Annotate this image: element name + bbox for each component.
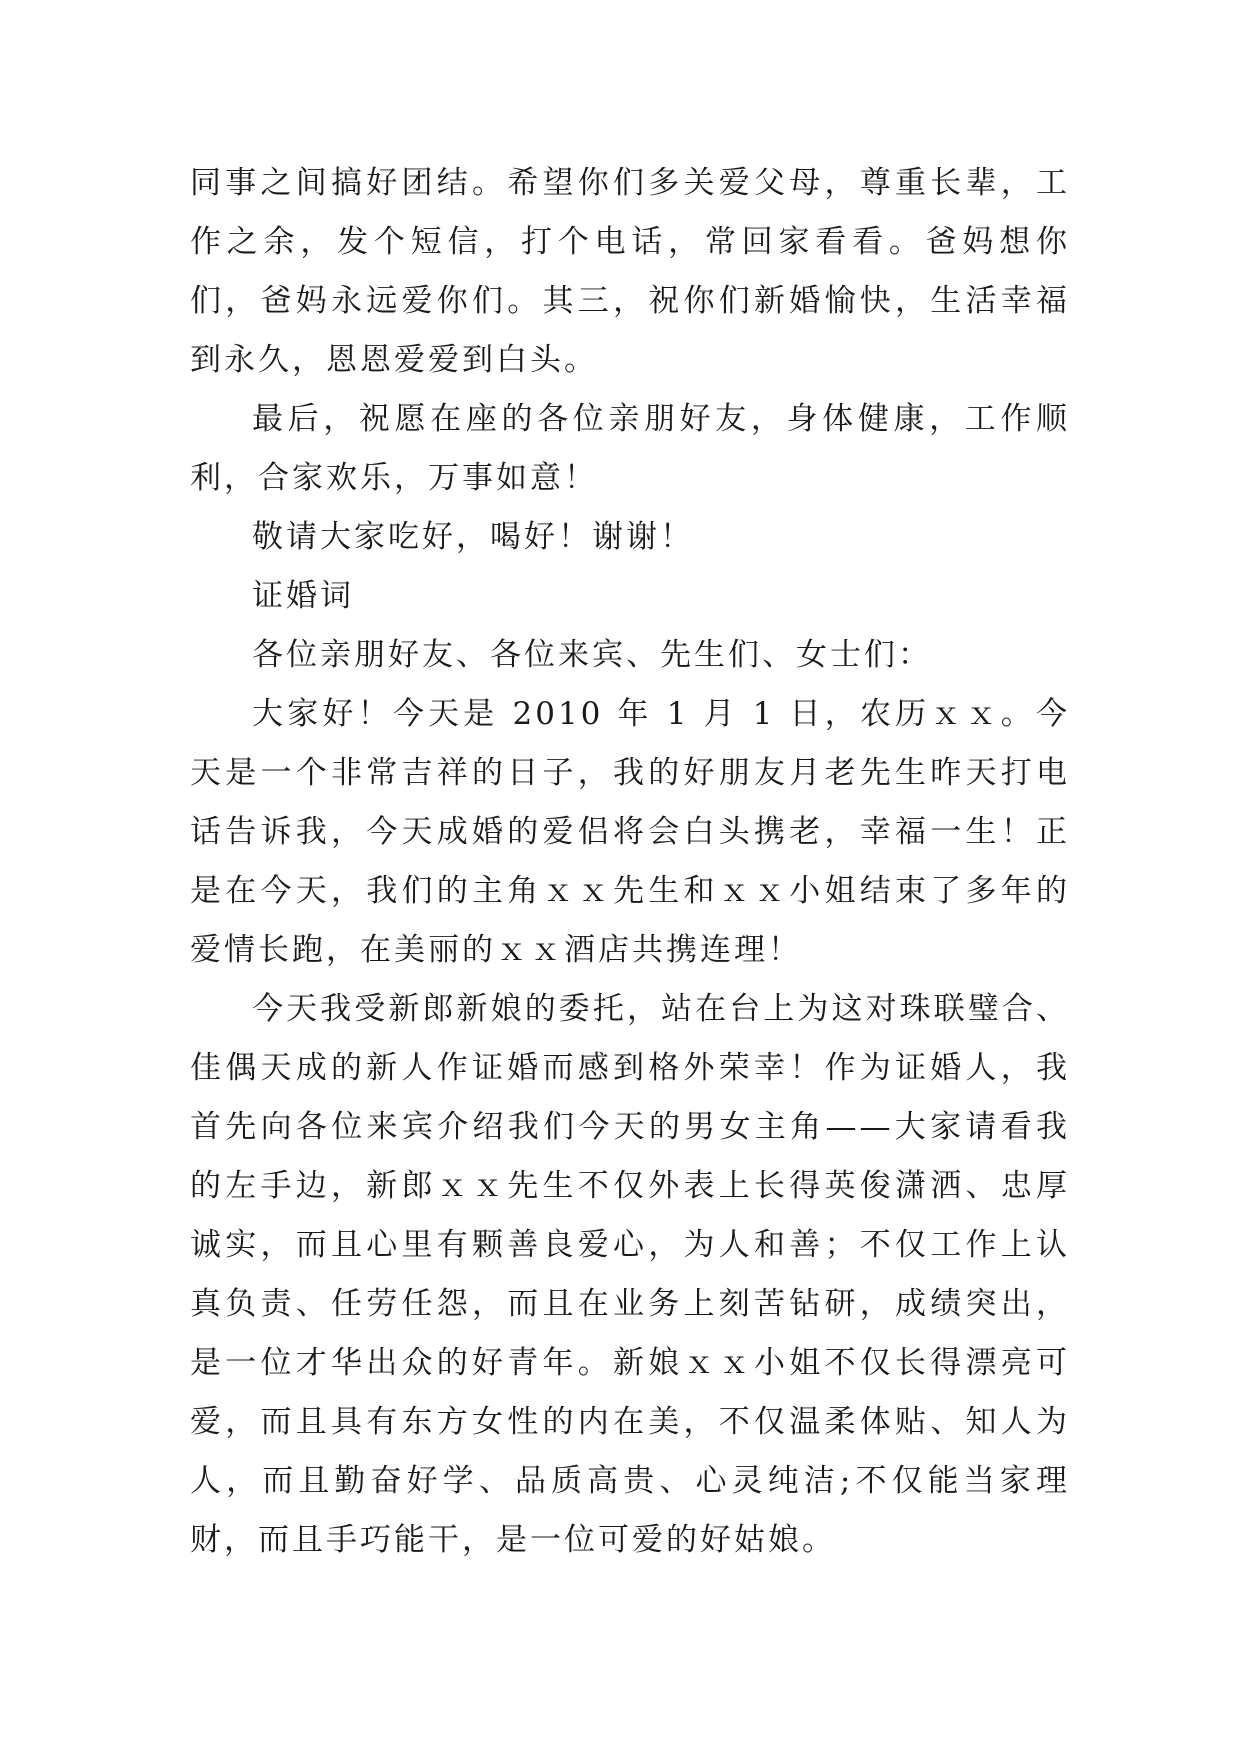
paragraph-6: 大家好！今天是 2010 年 1 月 1 日，农历ｘｘ。今天是一个非常吉祥的日子，我的好朋友月老先生昨天打电话告诉我，今天成婚的爱侣将会白头携老，幸福一生！正是在今天，我们的主角ｘｘ先生和ｘｘ小姐结束了多年的爱情长跑，在美丽的ｘｘ酒店共携连理！ <box>190 696 1070 968</box>
paragraph-3: 敬请大家吃好，喝好！谢谢！ <box>252 519 694 555</box>
document-body <box>190 154 1070 1570</box>
paragraph-7: 今天我受新郎新娘的委托，站在台上为这对珠联璧合、佳偶天成的新人作证婚而感到格外荣幸！作为证婚人，我首先向各位来宾介绍我们今天的男女主角——大家请看我的左手边，新郎ｘｘ先生不仅外表上长得英俊潇洒、忠厚诚实，而且心里有颗善良爱心，为人和善；不仅工作上认真负责、任劳任怨，而且在业务上刻苦钻研，成绩突出，是一位才华出众的好青年。新娘ｘｘ小姐不仅长得漂亮可爱，而且具有东方女性的内在美，不仅温柔体贴、知人为人，而且勤奋好学、品质高贵、心灵纯洁;不仅能当家理财，而且手巧能干，是一位可爱的好姑娘。 <box>190 991 1070 1558</box>
paragraph-1: 同事之间搞好团结。希望你们多关爱父母，尊重长辈，工作之余，发个短信，打个电话，常回家看看。爸妈想你们，爸妈永远爱你们。其三，祝你们新婚愉快，生活幸福到永久，恩恩爱爱到白头。 <box>190 165 1070 378</box>
salutation: 各位亲朋好友、各位来宾、先生们、女士们： <box>252 637 932 673</box>
section-title: 证婚词 <box>252 578 354 614</box>
paragraph-2: 最后，祝愿在座的各位亲朋好友，身体健康，工作顺利，合家欢乐，万事如意！ <box>190 401 1070 496</box>
